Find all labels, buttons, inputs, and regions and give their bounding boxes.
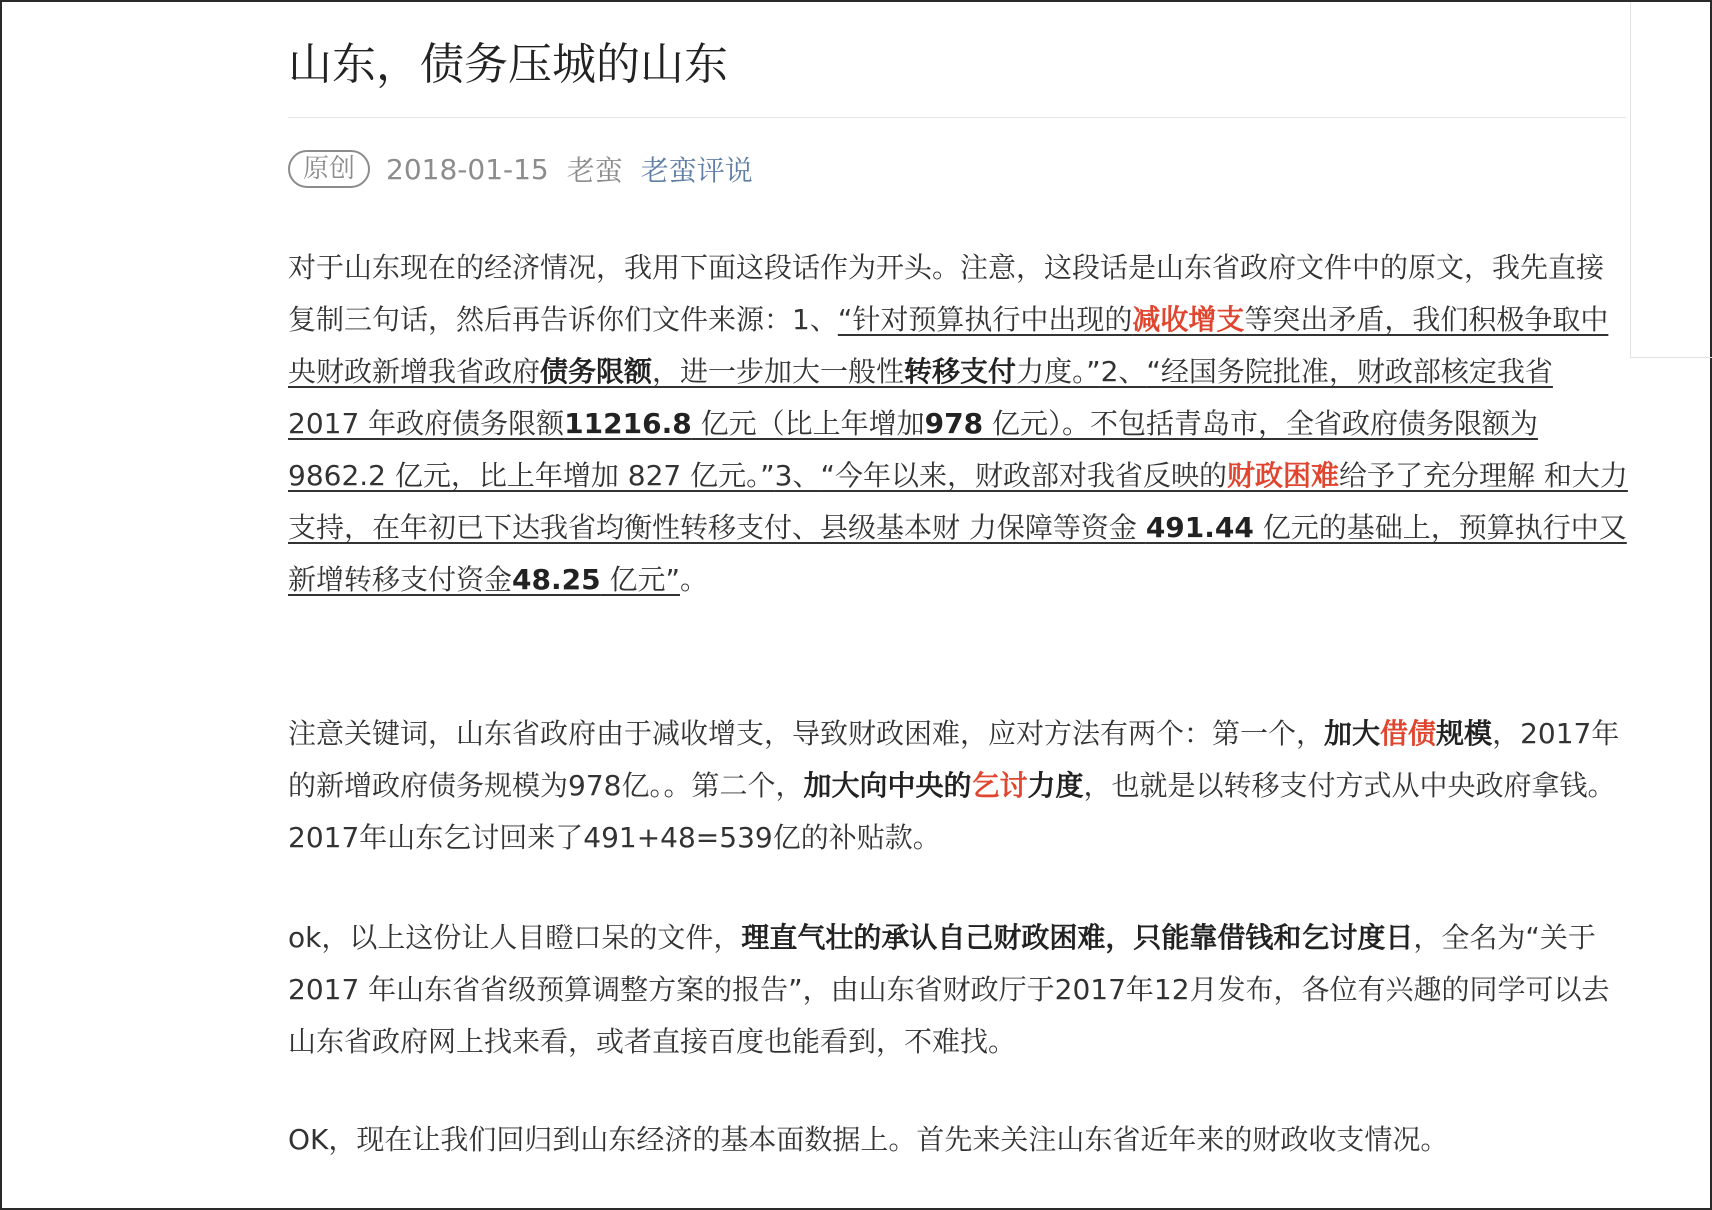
q1-text-b: 等突出矛盾，我们积极争取中央财政新增我省政府 — [288, 303, 1609, 388]
q1-text-d: 力度。” — [1016, 355, 1101, 388]
article-title: 山东，债务压城的山东 — [288, 39, 728, 90]
keyword-fiscal-difficulty: 财政困难 — [1226, 459, 1339, 492]
quote-block — [288, 303, 1628, 596]
original-tag: 原创 — [288, 150, 370, 188]
p2-text-d: ，也就是以转移支付方式从中央政府拿钱。2017年山东乞讨回来了491+48=539亿的补贴款。 — [288, 769, 1616, 854]
account-link[interactable]: 老蛮评说 — [640, 154, 753, 187]
p2-bold-2: 规模 — [1436, 717, 1493, 750]
q3-text-b: 给予了充分理解 和大力支持，在年初已下达我省均衡性转移支付、县级基本财 力保障等资金 — [288, 459, 1628, 544]
value-debt-increase: 978 — [924, 407, 984, 440]
p2-bold-4: 力度 — [1027, 769, 1084, 802]
q2-text-a: “经国务院批准，财政部核定我省 2017 年政府债务限额 — [288, 355, 1553, 440]
paragraph-3 — [288, 912, 1628, 1068]
p3-text-c: ，全名为“关于 2017 年山东省省级预算调整方案的报告”，由山东省财政厅于2017年12月发布，各位有兴趣的同学可以去山东省政府网上找来看，或者直接百度也能看到，不难找。 — [288, 921, 1610, 1058]
p2-bold-3: 加大向中央的 — [803, 769, 972, 802]
q1-text-c: ，进一步加大一般性 — [652, 355, 905, 388]
q3-text-a: “今年以来，财政部对我省反映的 — [820, 459, 1227, 492]
value-new-transfer: 48.25 — [512, 563, 601, 596]
q2-text-c: 亿元）。不包括青岛市，全省政府债务限额为 9862.2 亿元，比上年增加 827 亿元。” — [288, 407, 1538, 492]
publish-date: 2018-01-15 — [386, 152, 549, 186]
p1-intro: 对于山东现在的经济情况，我用下面这段话作为开头。注意，这段话是山东省政府文件中的原文，我先直接复制三句话，然后再告诉你们文件来源：1、 — [288, 251, 1605, 336]
title-divider — [288, 117, 1626, 118]
keyword-revenue-drop: 减收增支 — [1132, 303, 1245, 336]
p1-end: 。 — [680, 563, 709, 596]
q3-text-c: 亿元的基础上，预算执行中又新增转移支付资金 — [288, 511, 1627, 596]
keyword-begging: 乞讨 — [971, 769, 1028, 802]
keyword-debt-limit: 债务限额 — [540, 355, 653, 388]
value-transfer-funds: 491.44 — [1145, 511, 1254, 544]
keyword-transfer-payment: 转移支付 — [904, 355, 1017, 388]
q2-number: 2、 — [1100, 355, 1147, 388]
q3-number: 3、 — [774, 459, 821, 492]
side-panel — [1630, 2, 1712, 358]
paragraph-2 — [288, 708, 1628, 864]
paragraph-4: OK，现在让我们回归到山东经济的基本面数据上。首先来关注山东省近年来的财政收支情况。 — [288, 1123, 1449, 1156]
paragraph-1 — [288, 242, 1628, 606]
author-name: 老蛮 — [566, 154, 623, 187]
p3-bold: 理直气壮的承认自己财政困难，只能靠借钱和乞讨度日 — [741, 921, 1414, 954]
p2-text-a: 注意关键词，山东省政府由于减收增支，导致财政困难，应对方法有两个：第一个， — [288, 717, 1325, 750]
keyword-borrowing: 借债 — [1380, 717, 1437, 750]
q2-text-b: 亿元（比上年增加 — [691, 407, 925, 440]
q1-text-a: “针对预算执行中出现的 — [837, 303, 1133, 336]
p3-text-a: ok，以上这份让人目瞪口呆的文件， — [288, 921, 742, 954]
p2-text-c: ，2017年的新增政府债务规模为978亿。。第二个， — [288, 717, 1620, 802]
value-debt-limit: 11216.8 — [564, 407, 692, 440]
q3-text-d: 亿元” — [600, 563, 681, 596]
article-meta — [288, 148, 753, 190]
p2-bold-1: 加大 — [1324, 717, 1381, 750]
